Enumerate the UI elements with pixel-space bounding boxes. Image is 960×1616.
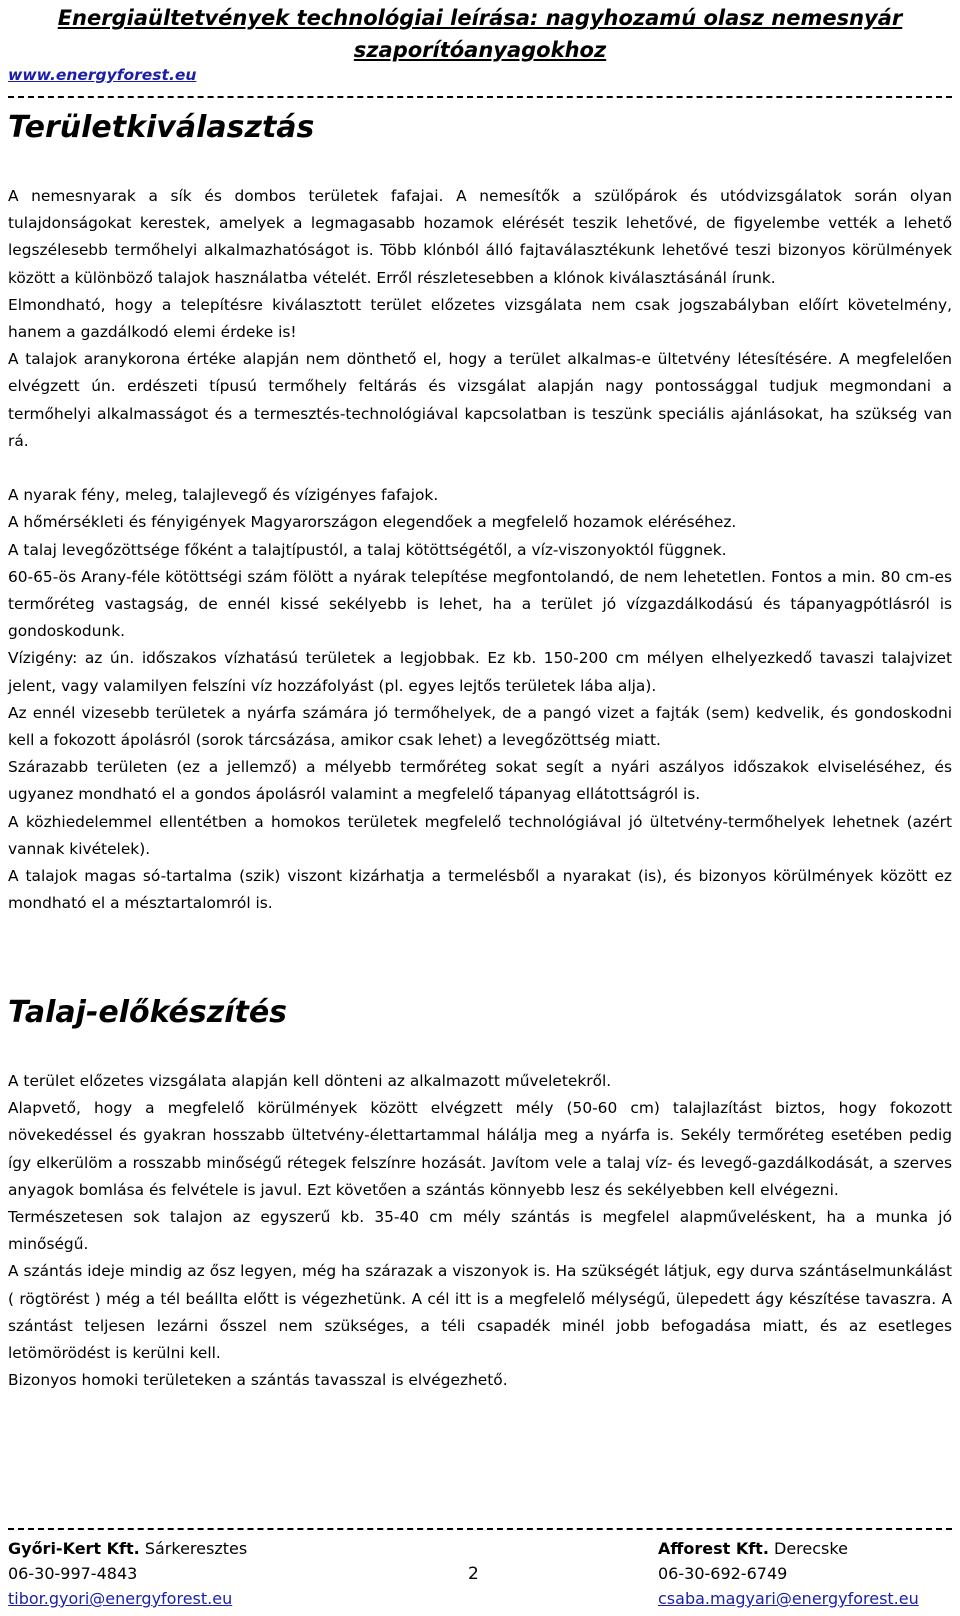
paragraph: A talajok aranykorona értéke alapján nem dönthető el, hogy a terület alkalmas-e ültetvény létesítésére. A megfelelően elvégzett ún. erdészeti típusú termőhely feltárás és vizsgálat alapján nagy pontossággal tudjuk megmondani a termőhelyi alkalmasságot és a termesztés-technológiával kapcsolatban is teszünk speciális ajánlásokat, ha szükség van rá. — [8, 350, 952, 450]
paragraph: Alapvető, hogy a megfelelő körülmények között elvégzett mély (50-60 cm) talajlazítást biztos, hogy fokozott növekedéssel és gyakran hosszabb ültetvény-élettartammal hálálja meg a nyárfa is. Sekély termőréteg esetében pedig így elkerülöm a rosszabb minőségű rétegek felszínre hozását. Javítom vele a talaj víz- és levegő-gazdálkodását, a szerves anyagok bomlása és felvétele is javul. Ezt követően a szántás könnyebb lesz és sekélyebben kell elvégezni. — [8, 1099, 952, 1199]
paragraph: Elmondható, hogy a telepítésre kiválasztott terület előzetes vizsgálata nem csak jogszabályban előírt követelmény, hanem a gazdálkodó elemi érdeke is! — [8, 295, 952, 342]
phone-number: 06-30-997-4843 — [8, 1564, 138, 1583]
company-name: Győri-Kert Kft. — [8, 1539, 140, 1558]
footer-divider — [8, 1528, 952, 1530]
section-heading-soil-preparation: Talaj-előkészítés — [8, 995, 288, 1030]
paragraph: Szárazabb területen (ez a jellemző) a mélyebb termőréteg sokat segít a nyári aszályos időszakok elviseléséhez, és ugyanez mondható el a gondos ápolásról valamint a megfelelő tápanyag ellátottságról is. — [8, 758, 952, 804]
paragraph: A terület előzetes vizsgálata alapján kell dönteni az alkalmazott műveletekről. — [8, 1072, 612, 1090]
paragraph: A szántás ideje mindig az ősz legyen, még ha szárazak a viszonyok is. Ha szükségét látjuk, egy durva szántáselmunkálást ( rögtörést ) még a tél beállta előtt is végezhetünk. A cél itt is a megfelelő mélységű, ülepedett ágy készítése tavaszra. A szántást teljesen lezárni ősszel nem szükséges, a téli csapadék minél jobb befogadása miatt, és az esetleges letömörödést is kerülni kell. — [8, 1262, 952, 1363]
paragraph: A nemesnyarak a sík és dombos területek fafajai. A nemesítők a szülőpárok és utódvizsgálatok során olyan tulajdonságokat kerestek, amelyek a legmagasabb hozamok elérését teszik lehetővé, de figyelembe vették a lehető legszélesebb termőhelyi alkalmazhatóságot is. Több klónból álló fajtaválasztékunk lehetővé teszi bizonyos körülmények között a különböző talajok használatba vételét. Erről részletesebben a klónok kiválasztásánál írunk. — [8, 187, 952, 287]
paragraph: A közhiedelemmel ellentétben a homokos területek megfelelő technológiával jó ültetvény-termőhelyek lehetnek (azért vannak kivételek). — [8, 812, 952, 858]
phone-number: 06-30-692-6749 — [658, 1564, 788, 1583]
paragraph: A talajok magas só-tartalma (szik) viszont kizárhatja a termelésből a nyarakat (is), és bizonyos körülmények között ez mondható el a mésztartalomról is. — [8, 867, 952, 913]
paragraph: A talaj levegőzöttsége főként a talajtípustól, a talaj kötöttségétől, a víz-viszonyoktól függnek. — [8, 540, 727, 559]
header-divider — [8, 96, 952, 98]
section-body-soil-preparation — [8, 1068, 952, 1394]
paragraph: A nyarak fény, meleg, talajlevegő és vízigényes fafajok. — [8, 486, 439, 505]
company-city: Derecske — [774, 1539, 848, 1558]
email-link[interactable]: tibor.gyori@energyforest.eu — [8, 1589, 233, 1608]
footer-right-contact — [658, 1536, 919, 1611]
email-link[interactable]: csaba.magyari@energyforest.eu — [658, 1589, 919, 1608]
section-heading-site-selection: Területkiválasztás — [8, 110, 315, 145]
paragraph: 60-65-ös Arany-féle kötöttségi szám fölött a nyárak telepítése megfontolandó, de nem lehetetlen. Fontos a min. 80 cm-es termőréteg vastagság, de ennél kissé sekélyebb is lehet, ha a terület jó vízgazdálkodású és tápanyagpótlásról is gondoskodunk. — [8, 567, 952, 641]
section-body-site-selection — [8, 183, 952, 917]
website-link[interactable]: www.energyforest.eu — [8, 66, 197, 84]
paragraph: Természetesen sok talajon az egyszerű kb. 35-40 cm mély szántás is megfelel alapműveléskent, ha a munka jó minőségű. — [8, 1208, 952, 1254]
paragraph: Az ennél vizesebb területek a nyárfa számára jó termőhelyek, de a pangó vizet a fajták (sem) kedvelik, és gondoskodni kell a fokozott ápolásról (sorok tárcsázása, amikor csak lehet) a levegőzöttség miatt. — [8, 703, 952, 750]
paragraph: Vízigény: az ún. időszakos vízhatású területek a legjobbak. Ez kb. 150-200 cm mélyen elhelyezkedő tavaszi talajvizet jelent, vagy valamilyen felszíni víz hozzáfolyást (pl. egyes lejtős területek lába alja). — [8, 649, 952, 695]
document-title: Energiaültetvények technológiai leírása: nagyhozamú olasz nemesnyár szaporítóanyagokhoz — [57, 6, 903, 62]
company-city: Sárkeresztes — [144, 1539, 248, 1558]
paragraph-gap — [8, 455, 952, 482]
page-number: 2 — [468, 1564, 479, 1584]
footer-left-contact — [8, 1536, 247, 1611]
company-name: Afforest Kft. — [658, 1539, 769, 1558]
paragraph: Bizonyos homoki területeken a szántás tavasszal is elvégezhető. — [8, 1371, 508, 1390]
paragraph: A hőmérsékleti és fényigények Magyarországon elegendőek a megfelelő hozamok eléréséhez. — [8, 513, 737, 532]
